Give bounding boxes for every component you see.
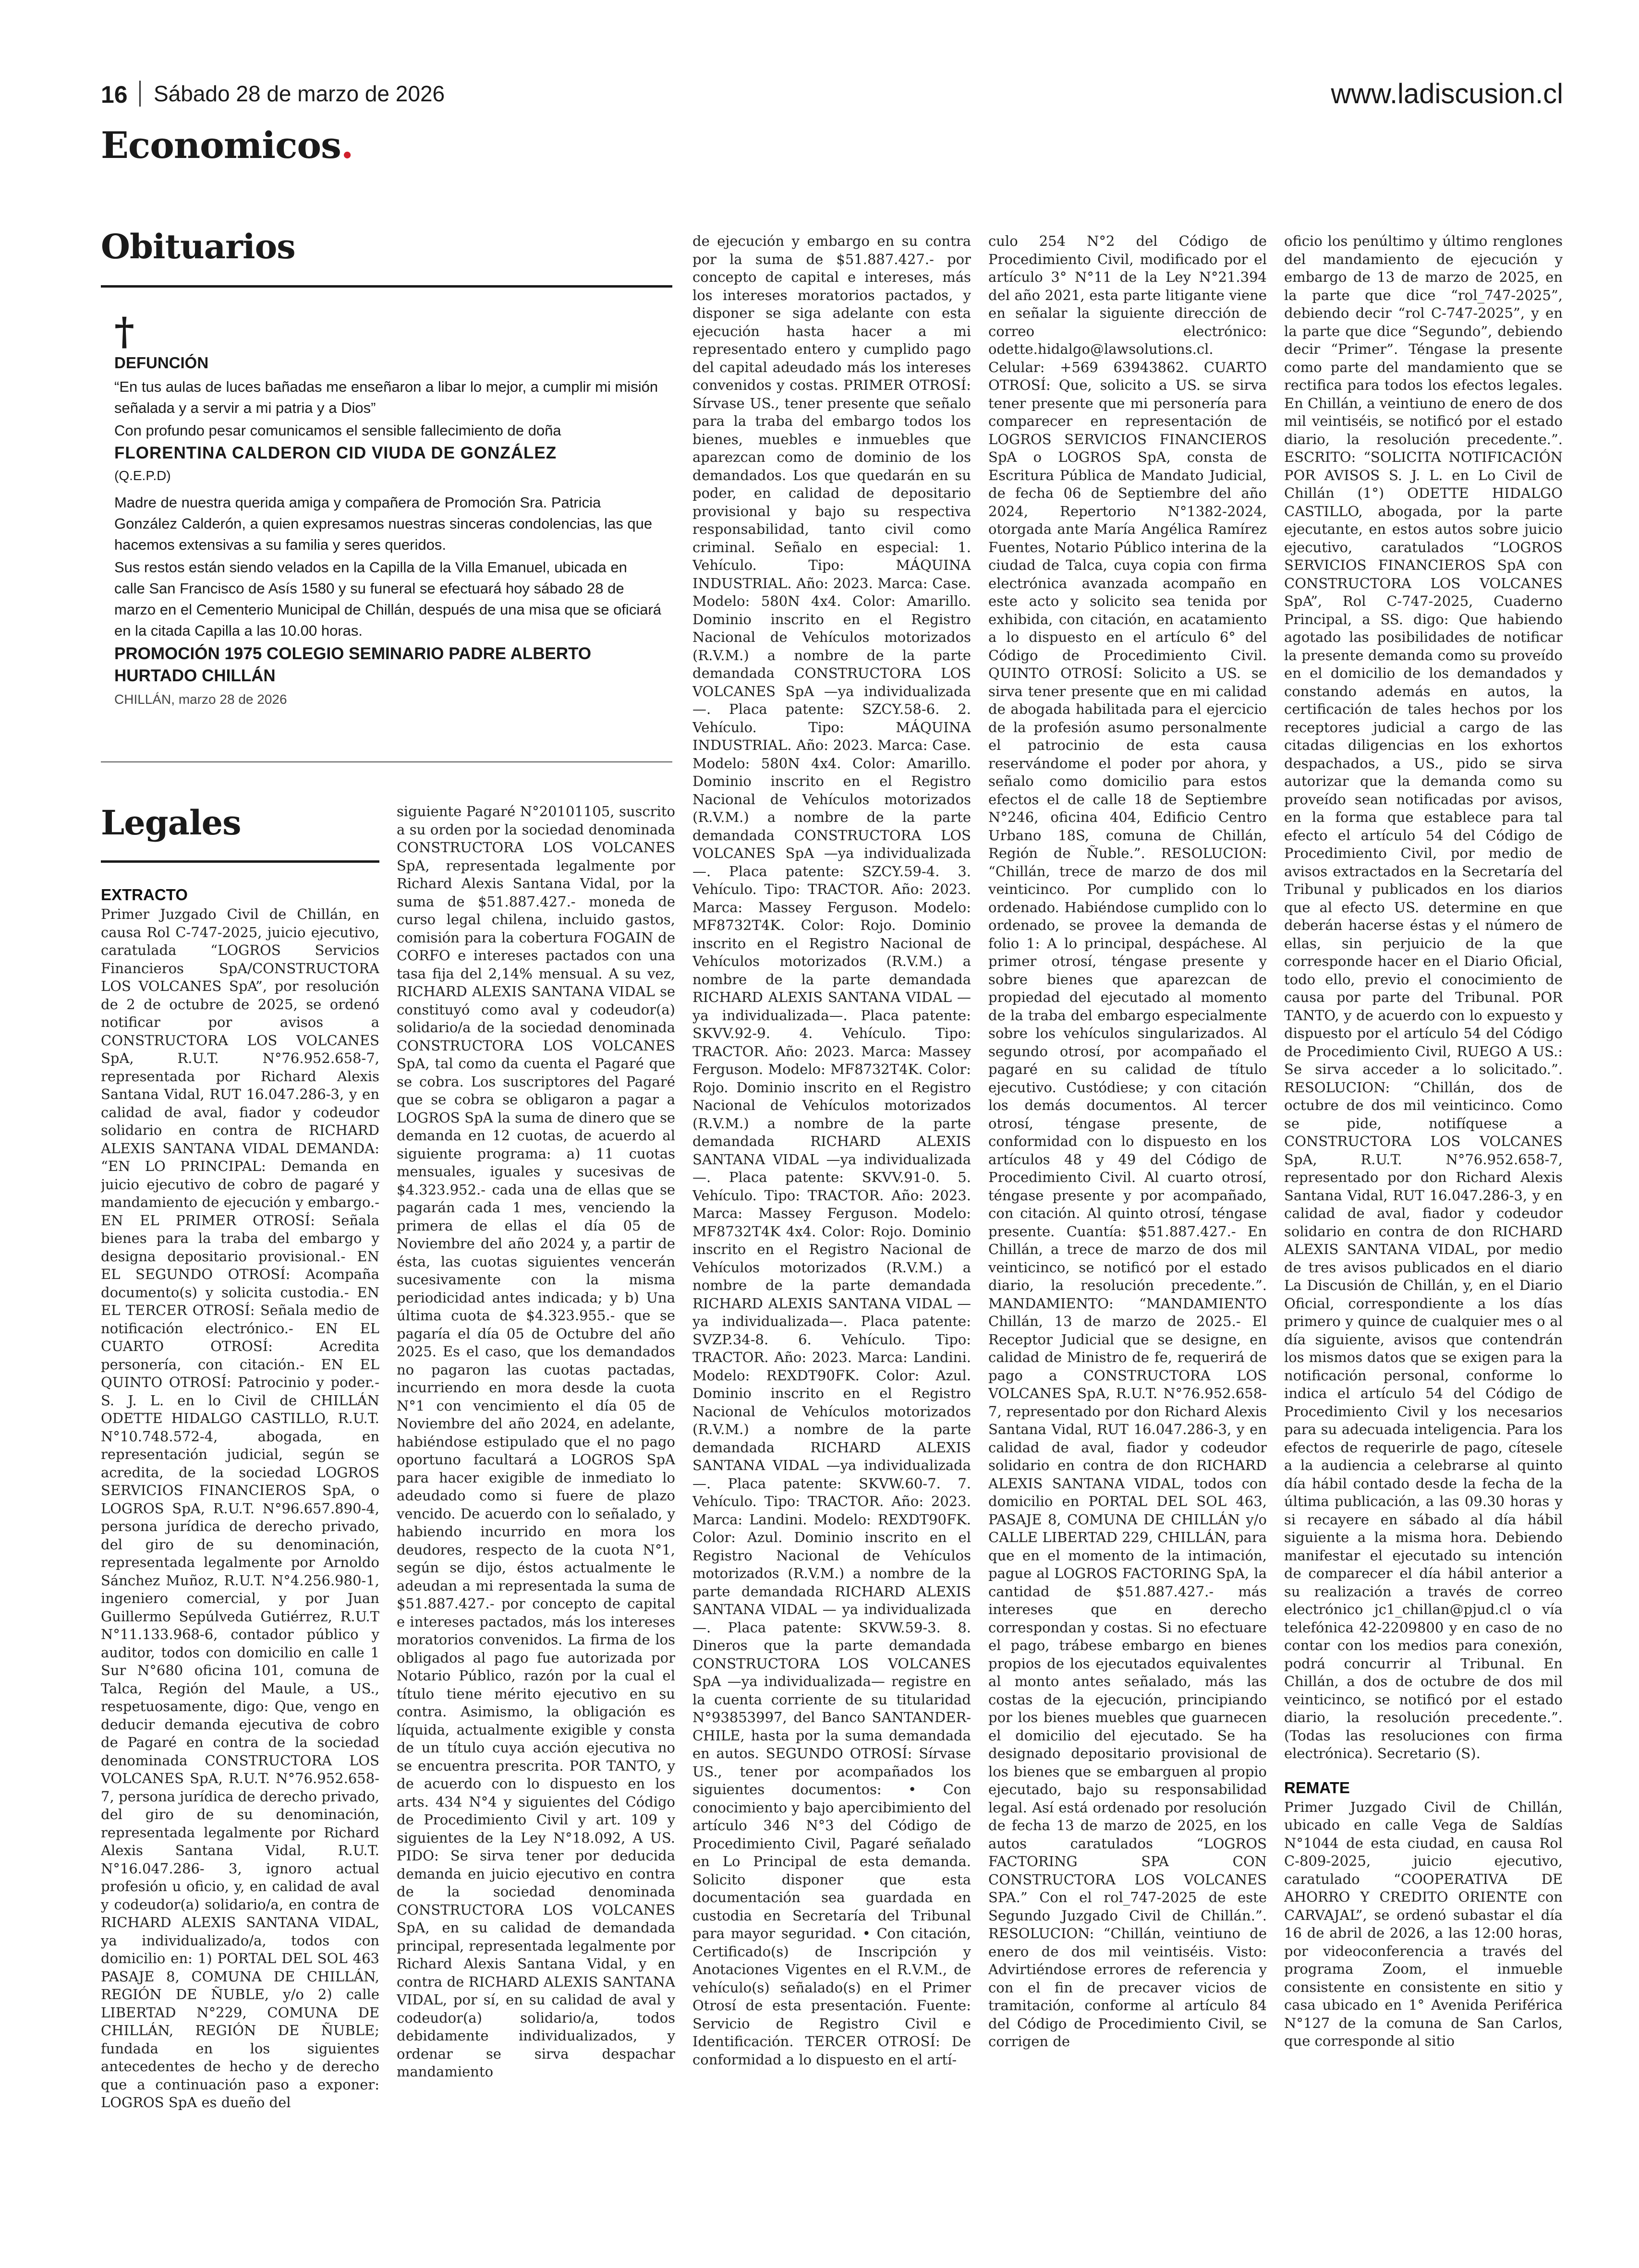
legales-title: Legales (101, 803, 241, 843)
notice-intro: Con profundo pesar comunicamos el sensible fallecimiento de doña (114, 422, 561, 439)
extracto-label: EXTRACTO (101, 886, 188, 904)
remate-label: REMATE (1284, 1778, 1350, 1797)
site-url[interactable]: www.ladiscusion.cl (1331, 78, 1563, 109)
extracto-text-part-3: de ejecución y embargo en su contra por la suma de $51.887.427.- por concepto de capital e intereses, más los intereses moratorios pactados, y disponer se siga adelante con esta ejecución hasta hacer a mi representado entero y cumplido pago del capital adeudado más los intereses convenidos y costas. PRIMER OTROSÍ: Sírvase US., tener presente que señalo para la traba del embargo todos los bienes, muebles e inmuebles que aparezcan como de dominio de los demandados. Los que quedarán en su poder, en calidad de depositario provisional y bajo su respectiva responsabilidad, tanto civil como criminal. Señalo en especial: 1. Vehículo. Tipo: MÁQUINA INDUSTRIAL. Año: 2023. Marca: Case. Modelo: 580N 4x4. Color: Amarillo. Dominio inscrito en el Registro Nacional de Vehículos motorizados (R.V.M.) a nombre de la parte demandada CONSTRUCTORA LOS VOLCANES SpA —ya individualizada—. Placa patente: SZCY.58-6. 2. Vehículo. Tipo: MÁQUINA INDUSTRIAL. Año: 2023. Marca: Case. Modelo: 580N 4x4. Color: Amarillo. Dominio inscrito en el Registro Nacional de Vehículos motorizados (R.V.M.) a nombre de la parte demandada CONSTRUCTORA LOS VOLCANES SpA —ya individualizada—. Placa patente: SZCY.59-4. 3. Vehículo. Tipo: TRACTOR. Año: 2023. Marca: Massey Ferguson. Modelo: MF8732T4K. Color: Rojo. Dominio inscrito en el Registro Nacional de Vehículos motorizados (R.V.M.) a nombre de la parte demandada RICHARD ALEXIS SANTANA VIDAL —ya individualizada—. Placa patente: SKVV.92-9. 4. Vehículo. Tipo: TRACTOR. Año: 2023. Marca: Massey Ferguson. Modelo: MF8732T4K. Color: Rojo. Dominio inscrito en el Registro Nacional de Vehículos motorizados (R.V.M.) a nombre de la parte demandada RICHARD ALEXIS SANTANA VIDAL —ya individualizada—. Placa patente: SKVV.91-0. 5. Vehículo. Tipo: TRACTOR. Año: 2023. Marca: Massey Ferguson. Modelo: MF8732T4K 4x4. Color: Rojo. Dominio inscrito en el Registro Nacional de Vehículos motorizados (R.V.M.) a nombre de la parte demandada RICHARD ALEXIS SANTANA VIDAL —ya individualizada—. Placa patente: SVZP.34-8. 6. Vehículo. Tipo: TRACTOR. Año: 2023. Marca: Landini. Modelo: REXDT90FK. Color: Azul. Dominio inscrito en el Registro Nacional de Vehículos motorizados (R.V.M.) a nombre de la parte demandada RICHARD ALEXIS SANTANA VIDAL —ya individualizada—. Placa patente: SKVW.60-7. 7. Vehículo. Tipo: TRACTOR. Año: 2023. Marca: Landini. Modelo: REXDT90FK. Color: Azul. Dominio inscrito en el Registro Nacional de Vehículos motorizados (R.V.M.) a nombre de la parte demandada RICHARD ALEXIS SANTANA VIDAL — ya individualizada—. Placa patente: SKVW.59-3. 8. Dineros que la parte demandada CONSTRUCTORA LOS VOLCANES SpA —ya individualizada— registre en la cuenta corriente de su titularidad N°93853997, del Banco SANTANDER-CHILE, hasta por la suma demandada en autos. SEGUNDO OTROSÍ: Sírvase US., tener por acompañados los siguientes documentos: • Con conocimiento y bajo apercibimiento del artículo 346 N°3 del Código de Procedimiento Civil, Pagaré señalado en Lo Principal de esta demanda. Solicito disponer que esta documentación sea guardada en custodia en Secretaría del Tribunal para mayor seguridad. • Con citación, Certificado(s) de Inscripción y Anotaciones Vigentes en el R.V.M., de vehículo(s) señalado(s) en el Primer Otrosí de esta presentación. Fuente: Servicio de Registro Civil e Identificación. TERCER OTROSÍ: De conformidad a lo dispuesto en el artí- (692, 233, 971, 2068)
notice-kind: DEFUNCIÓN (114, 354, 209, 372)
page-number: 16 (101, 81, 128, 108)
legales-column-4 (988, 232, 1267, 2230)
extracto-text-part-1: Primer Juzgado Civil de Chillán, en causa Rol C-747-2025, juicio ejecutivo, caratulada “LOGROS Servicios Financieros SpA/CONSTRUCTORA LOS VOLCANES SpA”, por resolución de 2 de octubre de 2025, se ordenó notificar por avisos a CONSTRUCTORA LOS VOLCANES SpA, R.U.T. N°76.952.658-7, representada por Richard Alexis Santana Vidal, RUT 16.047.286-3, y en calidad de aval, fiador y codeudor solidario en contra de RICHARD ALEXIS SANTANA VIDAL DEMANDA: “EN LO PRINCIPAL: Demanda en juicio ejecutivo de cobro de pagaré y mandamiento de ejecución y embargo.- EN EL PRIMER OTROSÍ: Señala bienes para la traba del embargo y designa depositario provisional.- EN EL SEGUNDO OTROSÍ: Acompaña documento(s) y solicita custodia.- EN EL TERCER OTROSÍ: Señala medio de notificación electrónico.- EN EL CUARTO OTROSÍ: Acredita personería, con citación.- EN EL QUINTO OTROSÍ: Patrocinio y poder.- S. J. L. en lo Civil de CHILLÁN ODETTE HIDALGO CASTILLO, R.U.T. N°10.748.572-4, abogada, en representación judicial, según se acredita, de la sociedad LOGROS SERVICIOS FINANCIEROS SpA, o LOGROS SpA, R.U.T. N°96.657.890-4, persona jurídica de derecho privado, del giro de su denominación, representada legalmente por Arnoldo Sánchez Muñoz, R.U.T. N°4.256.980-1, ingeniero comercial, y por Juan Guillermo Sepúlveda Gutiérrez, R.U.T N°11.133.968-6, contador público y auditor, todos con domicilio en calle 1 Sur N°680 oficina 101, comuna de Talca, Región del Maule, a US., respetuosamente, digo: Que, vengo en deducir demanda ejecutiva de cobro de Pagaré en contra de la sociedad denominada CONSTRUCTORA LOS VOLCANES SpA, R.U.T. N°76.952.658-7, persona jurídica de derecho privado, del giro de su denominación, representada legalmente por Richard Alexis Santana Vidal, R.U.T. N°16.047.286- 3, ignoro actual profesión u oficio, y, en calidad de aval y codeudor(a) solidario/a, en contra de RICHARD ALEXIS SANTANA VIDAL, ya individualizado/a, todos con domicilio en: 1) PORTAL DEL SOL 463 PASAJE 8, COMUNA DE CHILLÁN, REGIÓN DE ÑUBLE, y/o 2) calle LIBERTAD N°229, COMUNA DE CHILLÁN, REGIÓN DE ÑUBLE; fundada en los siguientes antecedentes de hecho y de derecho que a continuación paso a exponer: LOGROS SpA es dueño del (101, 906, 379, 2111)
obituarios-bottom-divider (101, 761, 672, 762)
notice-signature: PROMOCIÓN 1975 COLEGIO SEMINARIO PADRE ALBERTO HURTADO CHILLÁN (114, 644, 592, 685)
extracto-text-part-4: culo 254 N°2 del Código de Procedimiento Civil, modificado por el artículo 3° N°11 de la Ley N°21.394 del año 2021, esta parte litigante viene en señalar la siguiente dirección de correo electrónico: odette.hidalgo@lawsolutions.cl. Celular: +569 63943862. CUARTO OTROSÍ: Que, solicito a US. se sirva tener presente que mi personería para comparecer en representación de LOGROS SERVICIOS FINANCIEROS SpA o LOGROS SpA, consta de Escritura Pública de Mandato Judicial, de fecha 06 de Septiembre del año 2024, Repertorio N°1382-2024, otorgada ante María Angélica Ramírez Fuentes, Notario Público interina de la ciudad de Talca, cuya copia con firma electrónica avanzada acompaño en este acto y solicito sea tenida por exhibida, con citación, en acatamiento a lo dispuesto en el artículo 6° del Código de Procedimiento Civil. QUINTO OTROSÍ: Solicito a US. se sirva tener presente que en mi calidad de abogada habilitada para el ejercicio de la profesión asumo personalmente el patrocinio de esta causa reservándome el poder por ahora, y señalo como domicilio para estos efectos el de calle 18 de Septiembre N°246, oficina 404, Edificio Centro Urbano 18S, comuna de Chillán, Región de Ñuble.”. RESOLUCION: “Chillán, trece de marzo de dos mil veinticinco. Por cumplido con lo ordenado. Habiéndose cumplido con lo ordenado, se provee la demanda de folio 1: A lo principal, despáchese. Al primer otrosí, téngase presente y sobre bienes que aparezcan de propiedad del ejecutado al momento de la traba del embargo especialmente sobre los vehículos singularizados. Al segundo otrosí, por acompañado el pagaré en su calidad de título ejecutivo. Custódiese; y con citación los demás documentos. Al tercer otrosí, téngase presente, de conformidad con lo dispuesto en los artículos 48 y 49 del Código de Procedimiento Civil. Al cuarto otrosí, téngase presente y por acompañado, con citación. Al quinto otrosí, téngase presente. Cuantía: $51.887.427.- En Chillán, a trece de marzo de dos mil veinticinco, se notificó por el estado diario, la resolución precedente.”. MANDAMIENTO: “MANDAMIENTO Chillán, 13 de marzo de 2025.- El Receptor Judicial que se designe, en calidad de Ministro de fe, requerirá de pago a CONSTRUCTORA LOS VOLCANES SpA, R.U.T. N°76.952.658-7, representado por don Richard Alexis Santana Vidal, RUT 16.047.286-3, y en calidad de aval, fiador y codeudor solidario en contra de don RICHARD ALEXIS SANTANA VIDAL, todos con domicilio en PORTAL DEL SOL 463, PASAJE 8, COMUNA DE CHILLÁN y/o CALLE LIBERTAD 229, CHILLÁN, para que en el momento de la intimación, pague al LOGROS FACTORING SpA, la cantidad de $51.887.427.- más intereses que en derecho correspondan y costas. Si no efectuare el pago, trábese embargo en bienes propios de los ejecutados equivalentes al monto antes señalado, más las costas de la ejecución, principiando por los bienes muebles que guarnecen el domicilio del ejecutado. Se ha designado depositario provisional de los bienes que se embarguen al propio ejecutado, bajo su responsabilidad legal. Así está ordenado por resolución de fecha 13 de marzo de 2025, en los autos caratulados “LOGROS FACTORING SPA CON CONSTRUCTORA LOS VOLCANES SPA.” Con el rol_747-2025 de este Segundo Juzgado Civil de Chillán.”. RESOLUCION: “Chillán, veintiuno de enero de dos mil veintiséis. Visto: Advirtiéndose errores de referencia y con el fin de precaver vicios de tramitación, conforme al artículo 84 del Código de Procedimiento Civil, se corrigen de (988, 233, 1267, 2050)
qepd-label: (Q.E.P.D) (114, 468, 171, 483)
obituary-notice (114, 309, 662, 712)
section-title (101, 124, 353, 167)
section-dot: . (340, 124, 353, 167)
obituarios-title: Obituarios (101, 227, 295, 266)
issue-date: Sábado 28 de marzo de 2026 (154, 81, 445, 106)
legales-column-5 (1284, 232, 1563, 2230)
notice-paragraph-2: Sus restos están siendo velados en la Capilla de la Villa Emanuel, ubicada en calle San Francisco de Asís 1580 y su funeral se efectuará hoy sábado 28 de marzo en el Cementerio Municipal de Chillán, después de una misa que se oficiará en la citada Capilla a las 10.00 horas. (114, 559, 662, 639)
extracto-text-part-2: siguiente Pagaré N°20101105, suscrito a su orden por la sociedad denominada CONSTRUCTORA LOS VOLCANES SpA, representada legalmente por Richard Alexis Santana Vidal, por la suma de $51.887.427.- moneda de curso legal chilena, incluido gastos, comisión para la cobertura FOGAIN de CORFO e intereses pactados con una tasa fija del 2,14% mensual. A su vez, RICHARD ALEXIS SANTANA VIDAL se constituyó como aval y codeudor(a) solidario/a de la sociedad denominada CONSTRUCTORA LOS VOLCANES SpA, tal como da cuenta el Pagaré que se cobra. Los suscriptores del Pagaré que se cobra se obligaron a pagar a LOGROS SpA la suma de dinero que se demanda en 12 cuotas, de acuerdo al siguiente programa: a) 11 cuotas mensuales, iguales y sucesivas de $4.323.952.- cada una de ellas que se pagarán cada 1 mes, venciendo la primera de ellas el día 05 de Noviembre del año 2024 y, a partir de ésta, las cuotas siguientes vencerán sucesivamente con la misma periodicidad antes indicada; y b) Una última cuota de $4.323.955.- que se pagaría el día 05 de Octubre del año 2025. Es el caso, que los demandados no pagaron las cuotas pactadas, incurriendo en mora desde la cuota N°1 con vencimiento el día 05 de Noviembre del año 2024, en adelante, habiéndose estipulado que el no pago oportuno facultará a LOGROS SpA para hacer exigible de inmediato lo adeudado como si fuere de plazo vencido. De acuerdo con lo señalado, y habiendo incurrido en mora los deudores, respecto de la cuota N°1, según se dijo, éstos actualmente le adeudan a mi representada la suma de $51.887.427.- por concepto de capital e intereses pactados, más los intereses moratorios convenidos. La firma de los obligados al pago fue autorizada por Notario Público, razón por la cual el título tiene mérito ejecutivo en su contra. Asimismo, la obligación es líquida, actualmente exigible y consta de un título cuya acción ejecutiva no se encuentra prescrita. POR TANTO, y de acuerdo con lo dispuesto en los arts. 434 N°4 y siguientes del Código de Procedimiento Civil y art. 109 y siguientes de la Ley N°18.092, A US. PIDO: Se sirva tener por deducida demanda en juicio ejecutivo en contra de la sociedad denominada CONSTRUCTORA LOS VOLCANES SpA, en su calidad de demandada principal, representada legalmente por Richard Alexis Santana Vidal, y en contra de RICHARD ALEXIS SANTANA VIDAL, por sí, en su calidad de aval y codeudor(a) solidario/a, todos debidamente individualizados, y ordenar se sirva despachar mandamiento (397, 803, 675, 2080)
legales-column-3 (692, 232, 971, 2230)
legales-column-2 (397, 803, 675, 2229)
header-divider (139, 81, 141, 107)
extracto-text-part-5: oficio los penúltimo y último renglones del mandamiento de ejecución y embargo de 13 de marzo de 2025, en la parte que dice “rol_747-2025”, debiendo decir “rol C-747-2025”, y en la parte que dice “Segundo”, debiendo decir “Primer”. Téngase la presente como parte del mandamiento que se rectifica para todos los efectos legales. En Chillán, a veintiuno de enero de dos mil veintiséis, se notificó por el estado diario, la resolución precedente.”. ESCRITO: “SOLICITA NOTIFICACIÓN POR AVISOS S. J. L. en Lo Civil de Chillán (1°) ODETTE HIDALGO CASTILLO, abogada, por la parte ejecutante, en estos autos sobre juicio ejecutivo, caratulados “LOGROS SERVICIOS FINANCIEROS SpA con CONSTRUCTORA LOS VOLCANES SpA”, Rol C-747-2025, Cuaderno Principal, a SS. digo: Que habiendo agotado las posibilidades de notificar la presente demanda como su proveído en el domicilio de los demandados y constando además en autos, la certificación de tales hechos por los receptores judicial a cargo de las citadas diligencias en los exhortos despachados, a US., pido se sirva autorizar que la demanda como su proveído sean notificadas por avisos, en la forma que establece para tal efecto el artículo 54 del Código de Procedimiento Civil, por medio de avisos extractados en la Secretaría del Tribunal y publicados en los diarios que al efecto US. determine en que deberán hacerse éstas y el número de ellas, sin perjuicio de la que corresponde hacer en el Diario Oficial, todo ello, previo el conocimiento de causa por parte del Tribunal. POR TANTO, y de acuerdo con lo expuesto y dispuesto por el artículo 54 del Código de Procedimiento Civil, RUEGO A US.: Se sirva acceder a lo solicitado.”. RESOLUCION: “Chillán, dos de octubre de dos mil veinticinco. Como se pide, notifíquese a CONSTRUCTORA LOS VOLCANES SpA, R.U.T. N°76.952.658-7, representado por don Richard Alexis Santana Vidal, RUT 16.047.286-3, y en calidad de aval, fiador y codeudor solidario en contra de don RICHARD ALEXIS SANTANA VIDAL, por medio de tres avisos publicados en el diario La Discusión de Chillán, y, en el Diario Oficial, correspondiente a los días primero y quince de cualquier mes o al día siguiente, avisos que contendrán los mismos datos que se exigen para la notificación personal, conforme lo indica el artículo 54 del Código de Procedimiento Civil y los necesarios para su adecuada inteligencia. Para los efectos de requerirle de pago, cítesele a la audiencia a celebrarse al quinto día hábil contado desde la fecha de la última publicación, a las 09.30 horas y si recayere en sábado al día hábil siguiente a la misma hora. Debiendo manifestar el ejecutado su intención de comparecer el día hábil anterior a su realización a través de correo electrónico jc1_chillan@pjud.cl o vía telefónica 42-2209800 y en caso de no contar con los medios para conexión, podrá concurrir al Tribunal. En Chillán, a dos de octubre de dos mil veinticinco, se notificó por el estado diario, la resolución precedente.”. (Todas las resoluciones con firma electrónica). Secretario (S). (1284, 233, 1563, 1761)
notice-quote: “En tus aulas de luces bañadas me enseñaron a libar lo mejor, a cumplir mi misión señalada y a servir a mi patria y a Dios” (114, 378, 658, 416)
legales-column-1 (101, 884, 379, 2229)
notice-place-date: CHILLÁN, marzo 28 de 2026 (114, 692, 287, 707)
deceased-name: FLORENTINA CALDERON CID VIUDA DE GONZÁLEZ (114, 444, 557, 462)
notice-paragraph-1: Madre de nuestra querida amiga y compañera de Promoción Sra. Patricia González Calderón, a quien expresamos nuestras sinceras condolencias, las que hacemos extensivas a su familia y seres queridos. (114, 494, 653, 553)
cross-icon: † (114, 309, 134, 354)
legales-rule (101, 860, 379, 863)
section-name: Economicos (101, 124, 341, 167)
remate-text: Primer Juzgado Civil de Chillán, ubicado en calle Vega de Saldías N°1044 de esta ciudad, en causa Rol C-809-2025, juicio ejecutivo, caratulado “COOPERATIVA DE AHORRO Y CREDITO ORIENTE con CARVAJAL”, se ordenó subastar el día 16 de abril de 2026, a las 12:00 horas, por videoconferencia a través del programa Zoom, el inmueble consistente en consistente en sitio y casa ubicado en 1° Avenida Periférica N°127 de la comuna de San Carlos, que corresponde al sitio (1284, 1798, 1563, 2049)
obituarios-rule (101, 285, 672, 288)
